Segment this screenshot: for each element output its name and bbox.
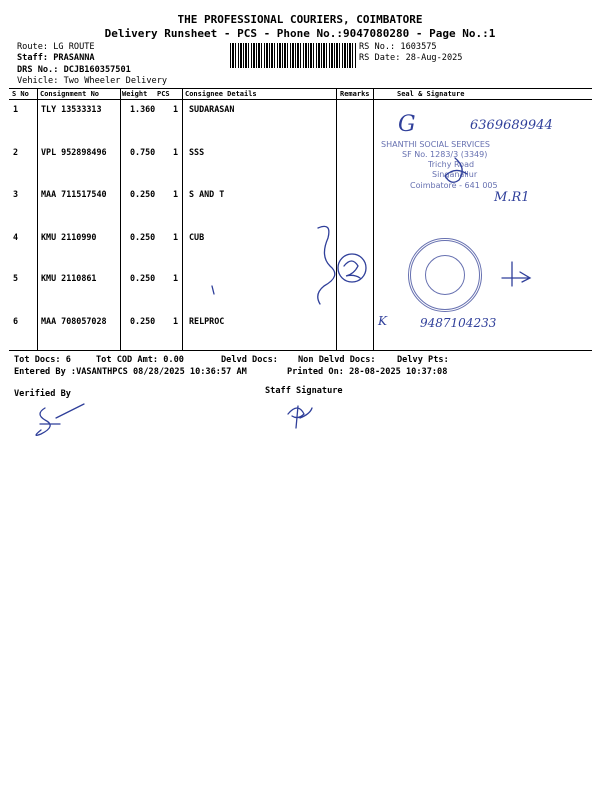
col-header-remarks: Remarks — [340, 90, 370, 98]
col-header-weight: Weight — [122, 90, 148, 98]
tot-cod-amt: Tot COD Amt: 0.00 — [96, 355, 184, 365]
delvd-docs: Delvd Docs: — [221, 355, 278, 365]
row-weight: 0.250 — [130, 273, 156, 283]
row2-signature-mark — [445, 158, 467, 182]
row-consignment: TLY 13533313 — [41, 104, 102, 114]
row-consignee: CUB — [189, 232, 205, 242]
row-consignment: VPL 952898496 — [41, 147, 107, 157]
route: Route: LG ROUTE — [17, 42, 95, 52]
row-sno: 2 — [13, 147, 19, 157]
row-consignee: RELPROC — [189, 316, 225, 326]
row-consignee: S AND T — [189, 189, 225, 199]
entered-by: Entered By :VASANTHPCS 08/28/2025 10:36:57 AM — [14, 367, 247, 377]
vehicle: Vehicle: Two Wheeler Delivery — [17, 76, 168, 86]
row-consignee: SSS — [189, 147, 205, 157]
row-weight: 0.250 — [130, 316, 156, 326]
row1-handwritten-phone: 6369689944 — [470, 118, 553, 133]
row2-handwritten-initials: M.R1 — [494, 190, 530, 205]
col-header-sno: S No — [12, 90, 29, 98]
staff-signature-mark — [288, 406, 312, 428]
col-header-consignment: Consignment No — [40, 90, 100, 98]
row-weight: 1.360 — [130, 104, 156, 114]
row-weight: 0.250 — [130, 189, 156, 199]
row-consignment: KMU 2110861 — [41, 273, 97, 283]
row1-handwritten-mark: G — [398, 112, 416, 137]
row-consignee: SUDARASAN — [189, 104, 235, 114]
row-sno: 3 — [13, 189, 19, 199]
row5-circled-mark — [338, 254, 366, 282]
col-header-pcs: PCS — [157, 90, 170, 98]
seal-inner-ring — [425, 255, 465, 295]
row-pcs: 1 — [173, 189, 179, 199]
row-consignment: MAA 708057028 — [41, 316, 107, 326]
row-pcs: 1 — [173, 232, 179, 242]
stamp-line: SF No. 1283/3 (3349) — [402, 150, 488, 159]
row-pcs: 1 — [173, 316, 179, 326]
col-header-seal: Seal & Signature — [397, 90, 465, 98]
row-sno: 1 — [13, 104, 19, 114]
verified-by-label: Verified By — [14, 389, 71, 399]
printed-on: Printed On: 28-08-2025 10:37:08 — [287, 367, 448, 377]
row5-arrow-signature — [502, 262, 530, 286]
row5-circled-mark-inner — [344, 261, 360, 278]
stamp-line: Singanallur — [432, 170, 478, 179]
row-sno: 5 — [13, 273, 19, 283]
row-pcs: 1 — [173, 273, 179, 283]
row-consignment: MAA 711517540 — [41, 189, 107, 199]
tot-docs: Tot Docs: 6 — [14, 355, 71, 365]
row4-scribble — [318, 226, 335, 304]
row5-tick — [212, 286, 214, 294]
row6-handwritten-mark: K — [378, 314, 387, 328]
row6-handwritten-phone: 9487104233 — [420, 316, 497, 330]
row-pcs: 1 — [173, 147, 179, 157]
col-header-consignee: Consignee Details — [185, 90, 257, 98]
row-weight: 0.250 — [130, 232, 156, 242]
stamp-line: Coimbatore - 641 005 — [410, 181, 498, 190]
row-sno: 4 — [13, 232, 19, 242]
verified-signature — [36, 404, 84, 435]
non-delvd-docs: Non Delvd Docs: — [298, 355, 376, 365]
stamp-line: SHANTHI SOCIAL SERVICES — [381, 140, 490, 149]
row-consignment: KMU 2110990 — [41, 232, 97, 242]
drs-no: DRS No.: DCJB160357501 — [17, 65, 131, 75]
runsheet-title: Delivery Runsheet - PCS - Phone No.:9047080280 - Page No.:1 — [104, 27, 496, 40]
rs-date: RS Date: 28-Aug-2025 — [359, 53, 463, 63]
company-name: THE PROFESSIONAL COURIERS, COIMBATORE — [177, 13, 423, 26]
staff: Staff: PRASANNA — [17, 53, 95, 63]
row-sno: 6 — [13, 316, 19, 326]
round-seal — [408, 238, 482, 312]
staff-signature-label: Staff Signature — [265, 386, 343, 396]
stamp-line: Trichy Road — [428, 160, 475, 169]
row-weight: 0.750 — [130, 147, 156, 157]
row-pcs: 1 — [173, 104, 179, 114]
delvy-pts: Delvy Pts: — [397, 355, 449, 365]
rs-no: RS No.: 1603575 — [359, 42, 437, 52]
